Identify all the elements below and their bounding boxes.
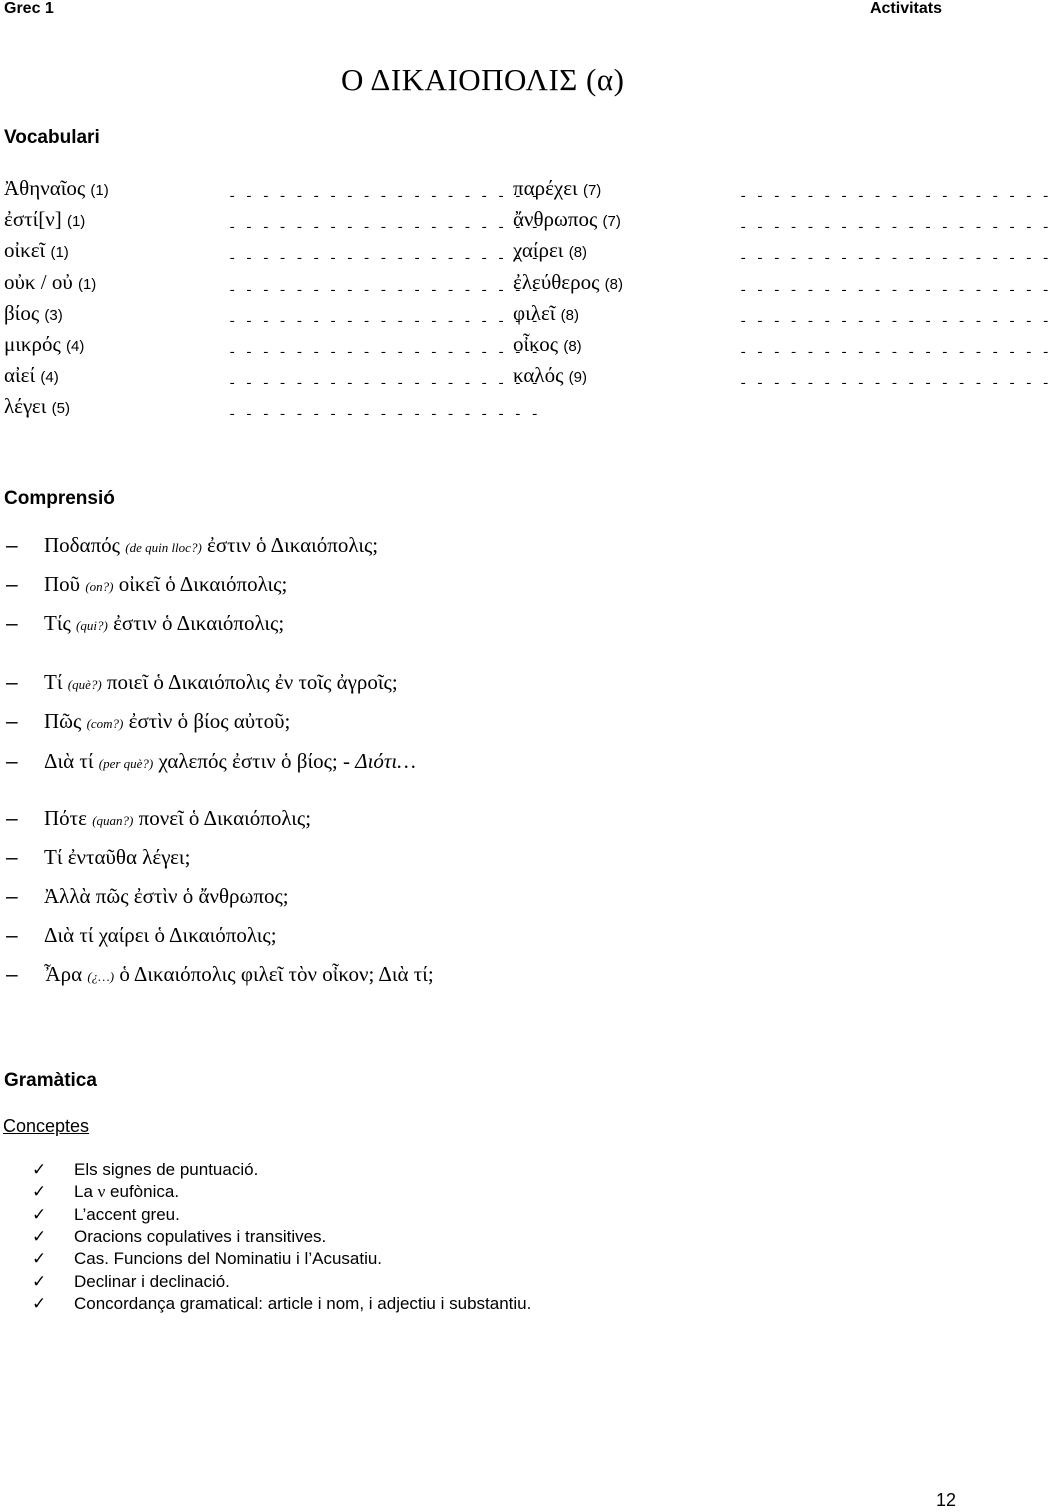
question-item	[6, 749, 416, 774]
question-text: ἐστὶν ὁ βίος αὐτοῦ;	[128, 709, 291, 733]
vocab-word: λέγει	[4, 394, 47, 419]
vocab-blank: - - - - - - - - - - - - - - - - - - -	[228, 251, 539, 268]
checkmark-icon: ✓	[32, 1182, 47, 1202]
question-text: χαλεπός ἐστιν ὁ βίος; -	[158, 749, 350, 773]
question-text: ποιεῖ ὁ Δικαιόπολις ἐν τοῖς ἀγροῖς;	[106, 670, 398, 694]
question-item	[6, 709, 290, 734]
vocab-line-ref: (7)	[582, 182, 602, 199]
concept-text-a: Els signes de puntuació.	[74, 1160, 259, 1179]
question-lead: Πότε	[44, 806, 87, 830]
bullet-dash: –	[6, 807, 18, 830]
vocab-blank: - - - - - - - - - - - - - - - - - - -	[228, 376, 539, 393]
header-section: Activitats	[869, 0, 942, 17]
vocab-entry	[4, 238, 69, 263]
concept-item	[32, 1293, 532, 1314]
vocab-line-ref: (8)	[568, 244, 588, 262]
vocab-line-ref: (4)	[66, 338, 85, 355]
vocab-word: οἰκεῖ	[4, 238, 46, 263]
vocab-blank: - - - - - - - - - - - - - - - - - - -	[739, 313, 1050, 330]
concept-item	[32, 1204, 180, 1225]
question-gloss: (¿…)	[87, 969, 115, 984]
vocab-entry	[513, 176, 601, 201]
question-text: ἐστιν ὁ Δικαιόπολις;	[113, 611, 285, 635]
question-lead: Πῶς	[44, 709, 82, 733]
concept-text	[74, 1160, 258, 1179]
vocab-line-ref: (1)	[77, 275, 97, 293]
bullet-dash: –	[6, 846, 18, 869]
page-title: Ο ΔΙΚΑΙΟΠΟΛΙΣ (α)	[341, 62, 625, 97]
bullet-dash: –	[6, 534, 18, 557]
concept-text-a: L’accent greu.	[74, 1204, 180, 1224]
vocab-word: αἰεί	[4, 363, 36, 388]
vocab-line-ref: (8)	[604, 275, 623, 293]
vocab-blank: - - - - - - - - - - - - - - - - - - -	[228, 313, 539, 330]
concept-text-a: Concordança gramatical: article i nom, i adjectiu i substantiu.	[74, 1293, 532, 1313]
question-item	[6, 533, 378, 558]
concept-item	[32, 1226, 327, 1247]
vocab-entry	[4, 332, 84, 357]
vocab-blank: - - - - - - - - - - - - - - - - - - -	[228, 345, 539, 361]
question-item	[6, 845, 190, 870]
question-lead: Τί ἐνταῦθα λέγει;	[44, 845, 191, 869]
page-number: 12	[935, 1490, 956, 1510]
bullet-dash: –	[6, 750, 18, 773]
bullet-dash: –	[6, 710, 18, 733]
concept-text	[74, 1249, 382, 1268]
question-gloss: (per què?)	[98, 756, 154, 771]
vocab-line-ref: (7)	[602, 213, 621, 231]
vocab-blank: - - - - - - - - - - - - - - - - - - -	[228, 282, 539, 299]
vocab-blank: - - - - - - - - - - - - - - - - - - -	[739, 345, 1050, 361]
concept-text	[74, 1227, 326, 1246]
vocab-word: οἶκος	[513, 332, 559, 356]
question-text: ἐστιν ὁ Δικαιόπολις;	[207, 533, 379, 557]
vocab-line-ref: (8)	[560, 306, 580, 324]
vocab-line-ref: (9)	[568, 369, 587, 387]
question-lead: Ἆρα	[44, 962, 83, 986]
question-lead: Ἀλλὰ πῶς ἐστὶν ὁ ἄνθρωπος;	[44, 884, 289, 908]
concept-text-b: eufònica.	[105, 1182, 180, 1202]
checkmark-icon: ✓	[32, 1249, 47, 1269]
vocab-entry	[513, 238, 587, 263]
vocab-entry	[513, 363, 587, 388]
vocab-entry	[513, 332, 582, 357]
bullet-dash: –	[6, 612, 18, 635]
vocab-blank: - - - - - - - - - - - - - - - - - - -	[228, 220, 539, 237]
concept-text-a: La	[74, 1182, 98, 1202]
vocab-blank: - - - - - - - - - - - - - - - - - - -	[739, 376, 1050, 393]
checkmark-icon: ✓	[32, 1271, 47, 1291]
concept-item	[32, 1160, 259, 1180]
vocab-line-ref: (1)	[50, 244, 69, 262]
header-course: Grec 1	[4, 0, 54, 17]
bullet-dash: –	[6, 963, 18, 986]
vocab-entry	[4, 270, 96, 295]
question-item	[6, 923, 277, 948]
vocab-word: ἐστί[ν]	[4, 207, 62, 232]
concept-item	[32, 1249, 383, 1269]
vocab-blank: - - - - - - - - - - - - - - - - - - -	[228, 189, 539, 205]
question-text: οἰκεῖ ὁ Δικαιόπολις;	[118, 572, 288, 596]
concept-text-a: Declinar i declinació.	[74, 1271, 230, 1291]
vocab-line-ref: (1)	[66, 213, 86, 231]
vocab-word: Ἀθηναῖος	[4, 176, 86, 200]
vocab-entry	[513, 207, 621, 232]
concept-greek-letter: ν	[97, 1182, 106, 1202]
vocabulari-heading: Vocabulari	[4, 127, 100, 148]
concept-text-a: Cas. Funcions del Nominatiu i l’Acusatiu.	[74, 1249, 383, 1269]
question-text: ὁ Δικαιόπολις φιλεῖ τὸν οἶκον; Διὰ τί;	[119, 962, 434, 986]
concept-text	[74, 1182, 179, 1201]
question-item	[6, 806, 311, 831]
question-lead: Διὰ τί	[44, 749, 94, 773]
question-text: πονεῖ ὁ Δικαιόπολις;	[138, 806, 312, 830]
vocab-blank: - - - - - - - - - - - - - - - - - - -	[739, 282, 1050, 299]
question-lead: Τί	[44, 670, 63, 694]
vocab-entry	[4, 301, 63, 326]
bullet-dash: –	[6, 924, 18, 947]
vocab-entry	[513, 301, 579, 326]
concept-text	[74, 1294, 531, 1313]
comprensio-heading: Comprensió	[4, 488, 115, 509]
checkmark-icon: ✓	[32, 1293, 47, 1313]
vocab-entry	[513, 270, 623, 295]
question-gloss: (com?)	[86, 716, 124, 731]
bullet-dash: –	[6, 573, 18, 596]
question-item	[6, 884, 289, 909]
vocab-entry	[4, 363, 59, 388]
question-gloss: (on?)	[85, 579, 114, 594]
vocab-word: ἄνθρωπος	[513, 207, 598, 232]
concept-text	[74, 1205, 180, 1224]
conceptes-subheading: Conceptes	[3, 1116, 90, 1136]
vocab-blank: - - - - - - - - - - - - - - - - - - -	[739, 220, 1050, 237]
checkmark-icon: ✓	[32, 1160, 47, 1179]
vocab-entry	[4, 394, 70, 419]
bullet-dash: –	[6, 671, 18, 694]
question-item	[6, 572, 287, 597]
question-gloss: (de quin lloc?)	[125, 540, 202, 555]
answer-start: Διότι…	[355, 749, 416, 773]
gramatica-heading: Gramàtica	[4, 1070, 97, 1091]
vocab-blank: - - - - - - - - - - - - - - - - - - -	[739, 189, 1050, 205]
vocab-word: βίος	[4, 300, 40, 325]
vocab-word: φιλεῖ	[513, 300, 556, 325]
vocab-word: οὐκ / οὐ	[4, 269, 73, 294]
vocab-entry	[4, 207, 85, 232]
question-lead: Ποῦ	[44, 572, 81, 596]
question-item	[6, 670, 398, 695]
question-item	[6, 962, 434, 987]
vocab-line-ref: (4)	[40, 369, 59, 387]
checkmark-icon: ✓	[32, 1204, 47, 1224]
vocab-word: μικρός	[4, 332, 61, 356]
vocab-blank: - - - - - - - - - - - - - - - - - - -	[228, 407, 539, 424]
question-gloss: (què?)	[67, 677, 102, 692]
question-lead: Τίς	[44, 611, 71, 635]
checkmark-icon: ✓	[32, 1226, 47, 1246]
question-lead: Διὰ τί χαίρει ὁ Δικαιόπολις;	[44, 923, 277, 947]
vocab-line-ref: (8)	[563, 338, 582, 355]
question-item	[6, 611, 284, 636]
concept-text	[74, 1272, 230, 1291]
vocab-line-ref: (1)	[90, 182, 109, 199]
vocab-word: παρέχει	[513, 176, 578, 200]
vocab-word: καλός	[513, 363, 564, 388]
vocab-line-ref: (3)	[44, 306, 63, 324]
vocab-word: χαίρει	[513, 238, 564, 263]
question-gloss: (quan?)	[92, 813, 134, 828]
question-gloss: (qui?)	[76, 618, 108, 633]
vocab-word: ἐλεύθερος	[513, 269, 600, 294]
bullet-dash: –	[6, 885, 18, 908]
concept-text-a: Oracions copulatives i transitives.	[74, 1226, 327, 1246]
vocab-line-ref: (5)	[51, 400, 70, 418]
vocab-entry	[4, 176, 109, 201]
question-lead: Ποδαπός	[44, 533, 120, 557]
vocab-blank: - - - - - - - - - - - - - - - - - - -	[739, 251, 1050, 268]
concept-item	[32, 1271, 230, 1292]
concept-item	[32, 1182, 180, 1202]
